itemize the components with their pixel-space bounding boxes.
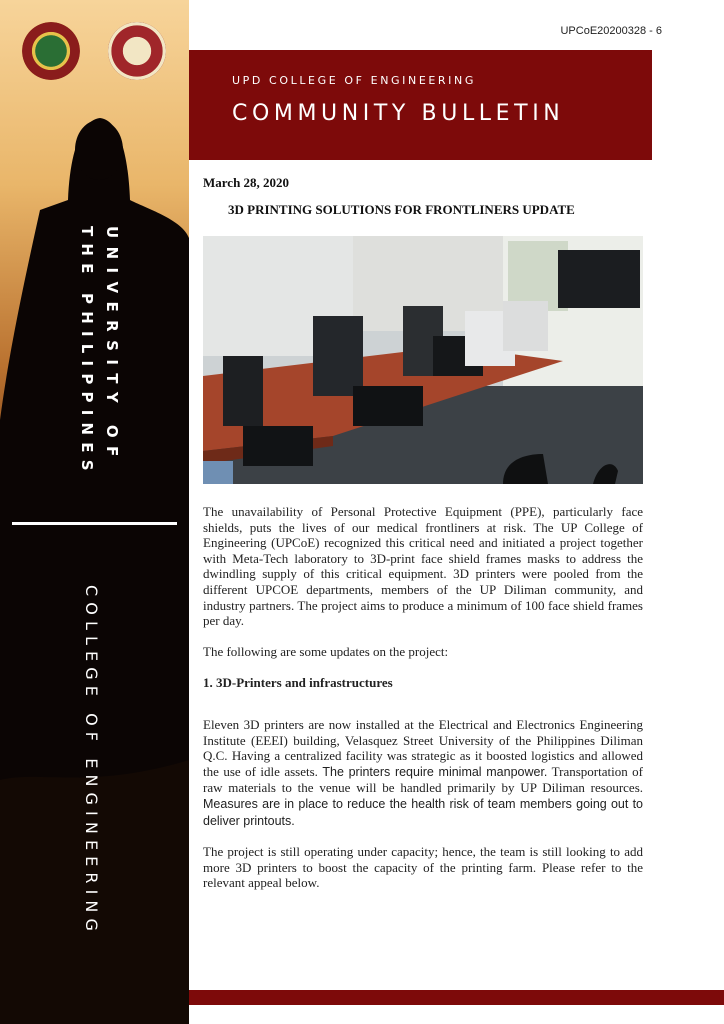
article-date: March 28, 2020 [203, 175, 290, 190]
sidebar [0, 0, 189, 1024]
sidebar-university-text: UNIVERSITY OF [103, 226, 121, 465]
paragraph-infrastructure-part4: Measures are in place to reduce the health risk of team members going out to deliver printouts. [203, 796, 643, 828]
coe-seal-logo [108, 22, 166, 80]
paragraph-capacity: The project is still operating under capacity; hence, the team is still looking to add more 3D printers to boost the capacity of the printing farm. Please refer to the relevant appeal below. [203, 844, 643, 891]
paragraph-infrastructure-part3: Transportation of raw materials to the venue will be handled primarily by UP Diliman resources. [203, 763, 643, 796]
footer-bar [189, 990, 724, 1005]
paragraph-infrastructure-part2: The printers require minimal manpower. [322, 764, 548, 779]
banner-subtitle: UPD COLLEGE OF ENGINEERING [232, 74, 476, 87]
sidebar-philippines-text: THE PHILIPPINES [78, 226, 96, 478]
paragraph-infrastructure-part1: Eleven 3D printers are now installed at the Electrical and Electronics Engineering Institute (EEEI) building, Velasquez Street University of the Philippines Diliman Q.C. Having a centralized facility was strategic as it boosted logistics and allowed the use of idle assets. [203, 716, 643, 779]
paragraph-intro: The unavailability of Personal Protective Equipment (PPE), particularly face shields, puts the lives of our medical frontliners at risk. The UP College of Engineering (UPCoE) recognized this critical need and initiated a project together with Meta-Tech laboratory to 3D-print face shield frames masks to address the dwindling supply of this critical equipment. 3D printers were pooled from the different UPCOE departments, members of the UP Diliman community, and industry partners. The project aims to produce a minimum of 100 face shield frames per day. [203, 504, 643, 629]
section-heading: 1. 3D-Printers and infrastructures [203, 675, 393, 691]
article-headline: 3D PRINTING SOLUTIONS FOR FRONTLINERS UPDATE [228, 202, 575, 217]
printer-farm-illustration [203, 236, 643, 484]
article-body [203, 504, 643, 891]
up-seal-logo [22, 22, 80, 80]
paragraph-infrastructure [203, 717, 643, 829]
printer-farm-photo [203, 236, 643, 484]
banner-title: COMMUNITY BULLETIN [232, 101, 565, 126]
paragraph-updates-intro: The following are some updates on the project: [203, 643, 449, 659]
bulletin-banner [189, 50, 652, 160]
sidebar-college-text: COLLEGE OF ENGINEERING [82, 585, 101, 937]
sidebar-divider [12, 522, 177, 525]
page-code: UPCoE20200328 - 6 [560, 25, 662, 37]
